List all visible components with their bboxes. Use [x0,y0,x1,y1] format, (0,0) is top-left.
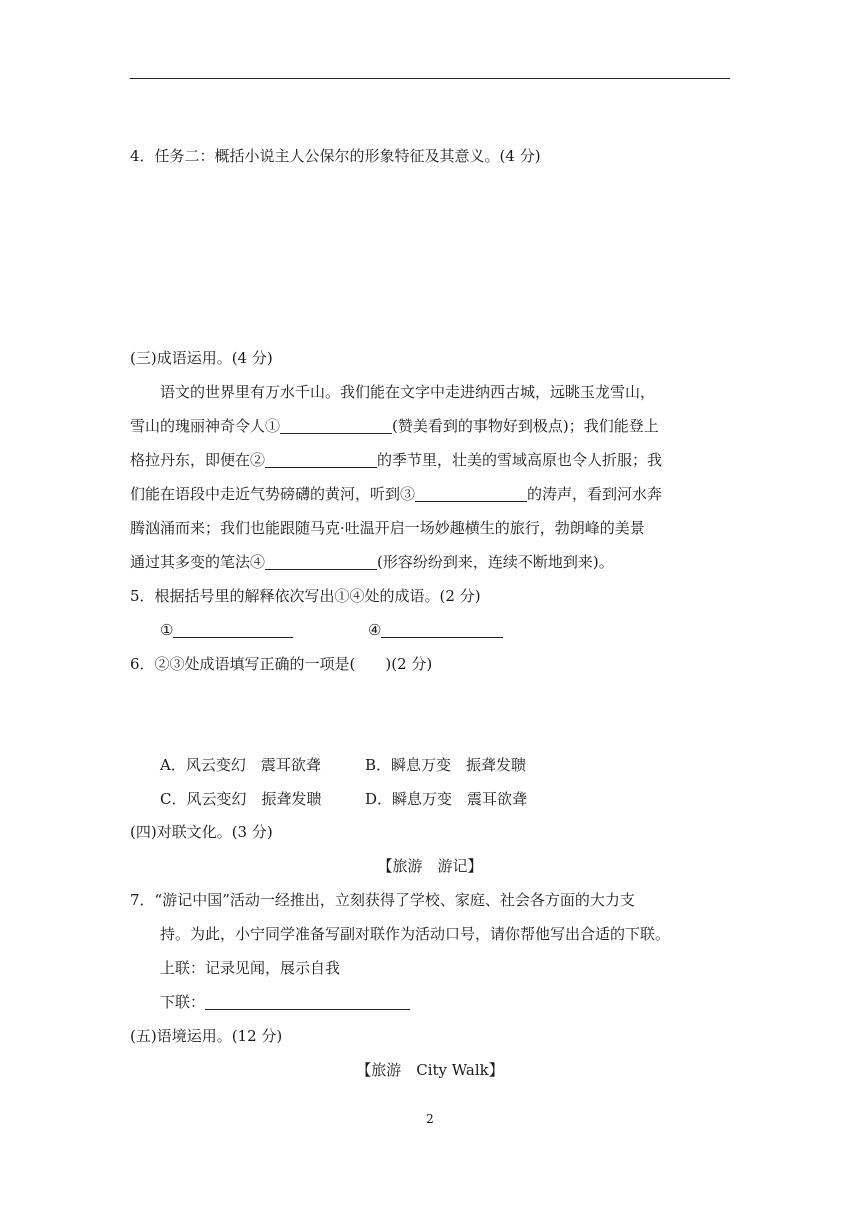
option-d[interactable]: D．瞬息万变 震耳欲聋 [365,790,528,808]
answer-1-label: ① [160,621,174,639]
answer-4-blank[interactable] [381,622,503,638]
question-7-line-2: 持。为此，小宁同学准备写副对联作为活动口号，请你帮他写出合适的下联。 [160,925,671,943]
question-7-line-1: 7．“游记中国”活动一经推出，立刻获得了学校、家庭、社会各方面的大力支 [130,891,635,909]
blank-4[interactable] [265,554,377,570]
page-number: 2 [426,1112,434,1126]
upper-couplet: 上联：记录见闻，展示自我 [160,959,341,977]
passage-line-4-a: 们能在语段中走近气势磅礴的黄河，听到③ [130,485,416,503]
passage-line-1: 语文的世界里有万水千山。我们能在文字中走进纳西古城，远眺玉龙雪山， [160,383,656,401]
passage-line-3-a: 格拉丹东，即便在② [130,451,266,469]
answer-1-blank[interactable] [173,622,293,638]
lower-couplet-row [160,992,410,1012]
header-rule [130,78,730,79]
section-4-title: 【旅游 游记】 [377,857,483,875]
passage-line-2 [130,416,659,436]
option-b[interactable]: B．瞬息万变 振聋发聩 [365,756,527,774]
passage-line-4-b: 的涛声，看到河水奔 [527,485,663,503]
section-4-heading: (四)对联文化。(3 分) [130,823,273,841]
passage-line-4 [130,484,662,504]
passage-line-2-b: (赞美看到的事物好到极点)；我们能登上 [392,417,659,435]
lower-couplet-label: 下联： [160,993,206,1011]
passage-line-3-b: 的季节里，壮美的雪域高原也令人折服；我 [377,451,663,469]
option-a[interactable]: A．风云变幻 震耳欲聋 [160,756,321,774]
blank-3[interactable] [415,486,527,502]
question-5: 5．根据括号里的解释依次写出①④处的成语。(2 分) [130,587,481,605]
passage-line-6-b: (形容纷纷到来，连续不断地到来)。 [377,553,614,571]
answer-1-row [160,620,293,640]
answer-4-label: ④ [368,621,382,639]
answer-4-row [368,620,503,640]
passage-line-5: 腾汹涌而来；我们也能跟随马克·吐温开启一场妙趣横生的旅行，勃朗峰的美景 [130,519,645,537]
lower-couplet-blank[interactable] [205,994,410,1010]
question-6: 6．②③处成语填写正确的一项是( )(2 分) [130,655,433,673]
passage-line-6-a: 通过其多变的笔法④ [130,553,266,571]
passage-line-6 [130,552,614,572]
passage-line-2-a: 雪山的瑰丽神奇令人① [130,417,281,435]
option-c[interactable]: C．风云变幻 振聋发聩 [160,790,322,808]
blank-1[interactable] [280,418,392,434]
section-3-heading: (三)成语运用。(4 分) [130,349,273,367]
question-4: 4．任务二：概括小说主人公保尔的形象特征及其意义。(4 分) [130,147,541,165]
section-5-title: 【旅游 City Walk】 [356,1061,504,1079]
section-5-heading: (五)语境运用。(12 分) [130,1027,283,1045]
blank-2[interactable] [265,452,377,468]
passage-line-3 [130,450,662,470]
